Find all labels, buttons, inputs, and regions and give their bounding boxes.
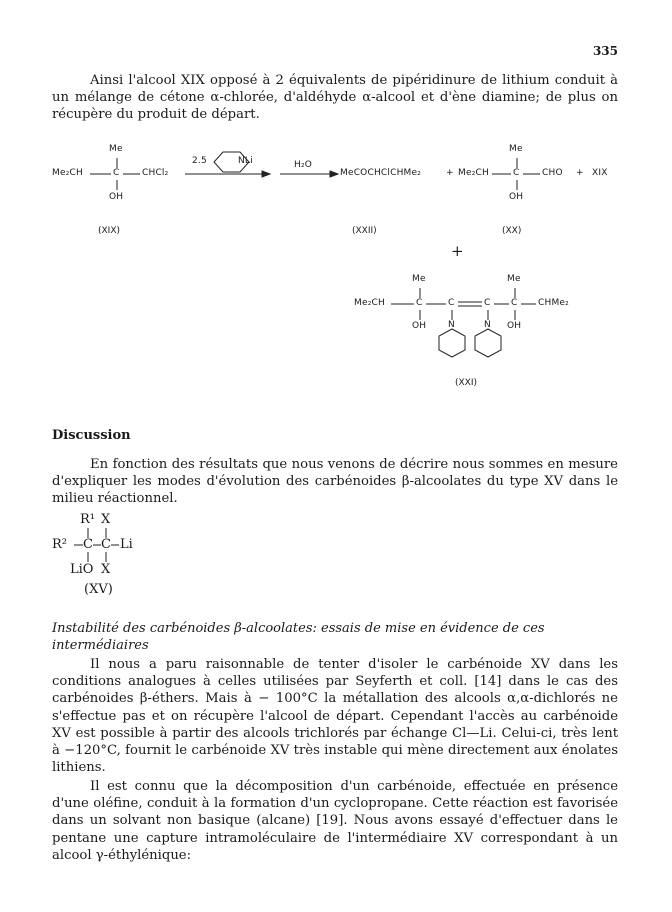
xxi-carbon-4: C (511, 298, 518, 308)
xv-structure (40, 508, 160, 608)
section-subheading: Instabilité des carbénoides β-alcoolates: essais de mise en évidence de ces intermédiaires (52, 621, 545, 653)
paragraph-instability (52, 656, 618, 776)
xx-methyl: Me (509, 144, 523, 154)
xxi-carbon-2: C (448, 298, 455, 308)
xx-cho: CHO (542, 168, 563, 178)
xv-carbon-2: C (101, 537, 111, 552)
xv-r2: R² (52, 537, 67, 552)
reaction-scheme (0, 130, 672, 420)
reagent-nli: NLi (238, 156, 253, 166)
piperidine-ring-left (439, 329, 465, 357)
paragraph-decomposition (52, 778, 618, 864)
paragraph-discussion (52, 456, 618, 508)
xv-lio: LiO (70, 562, 94, 577)
xx-chain-left: Me₂CH (458, 168, 489, 178)
xv-label: (XV) (84, 582, 113, 597)
xxi-methyl-left: Me (412, 274, 426, 284)
xxii-formula: MeCOCHClCHMe₂ (340, 168, 422, 178)
plus-sign: + (576, 168, 584, 178)
label-xxi: (XXI) (455, 378, 478, 388)
xxi-hydroxyl-right: OH (507, 321, 522, 331)
xix-reference: XIX (592, 168, 608, 178)
label-xx: (XX) (502, 226, 522, 236)
arrow-2-head (330, 171, 338, 177)
label-xxii: (XXII) (352, 226, 377, 236)
label-xix: (XIX) (98, 226, 121, 236)
xv-lithium: Li (120, 537, 133, 552)
xix-chcl2: CHCl₂ (142, 168, 169, 178)
discussion-heading: Discussion (52, 428, 131, 443)
paragraph-instability-text: Il nous a paru raisonnable de tenter d'isoler le carbénoide XV dans les conditions analogues à celles utilisées par Seyferth et coll. [14] dans le cas des carbénoides β-éthers. Mais à − 100°C la métallation des alcools α,α-dichlorés ne s'effectue pas et on récupère l'alcool de départ. Cependant l'accès au carbénoide XV est possible à partir des alcools trichlorés par échange Cl—Li. Celui-ci, très lent à −120°C, fournit le carbénoide XV très instable qui mène directement aux énolates lithiens. (52, 657, 618, 776)
xxi-carbon-3: C (484, 298, 491, 308)
reagent-h2o: H₂O (294, 160, 313, 170)
xv-carbon-1: C (83, 537, 93, 552)
xix-hydroxyl: OH (109, 192, 124, 202)
xx-hydroxyl: OH (509, 192, 524, 202)
xx-carbon: C (513, 168, 520, 178)
paragraph-intro (52, 72, 618, 124)
page-number: 335 (592, 44, 618, 58)
plus-sign: + (446, 168, 454, 178)
xv-x-bottom: X (101, 562, 111, 577)
xxi-nitrogen-left: N (448, 320, 455, 330)
xix-chain-left: Me₂CH (52, 168, 83, 178)
xix-methyl: Me (109, 144, 123, 154)
xxi-nitrogen-right: N (484, 320, 491, 330)
paragraph-intro-text: Ainsi l'alcool XIX opposé à 2 équivalents de pipéridinure de lithium conduit à un mélange de cétone α-chlorée, d'aldéhyde α-alcool et d'ène diamine; de plus on récupère du produit de départ. (52, 73, 618, 123)
xxi-chain-left: Me₂CH (354, 298, 385, 308)
piperidine-ring-right (475, 329, 501, 357)
xxi-hydroxyl-left: OH (412, 321, 427, 331)
xv-x-top: X (101, 512, 111, 527)
xxi-methyl-right: Me (507, 274, 521, 284)
xxi-carbon-1: C (416, 298, 423, 308)
arrow-1-head (262, 171, 270, 177)
xxi-chain-right: CHMe₂ (538, 298, 569, 308)
paragraph-decomposition-text: Il est connu que la décomposition d'un carbénoide, effectuée en présence d'une oléfine, conduit à la formation d'un cyclopropane. Cette réaction est favorisée dans un solvant non basique (alcane) [19]. Nous avons essayé d'effectuer dans le pentane une capture intramoléculaire de l'intermédiaire XV correspondant à un alcool γ-éthylénique: (52, 779, 618, 863)
paragraph-discussion-text: En fonction des résultats que nous venons de décrire nous sommes en mesure d'expliquer les modes d'évolution des carbénoides β-alcoolates du type XV dans le milieu réactionnel. (52, 457, 618, 507)
reagent-coefficient: 2.5 (192, 156, 207, 166)
plus-sign-large: + (451, 242, 464, 260)
xix-carbon: C (113, 168, 120, 178)
xv-r1: R¹ (80, 512, 95, 527)
scheme-bonds (0, 130, 672, 420)
